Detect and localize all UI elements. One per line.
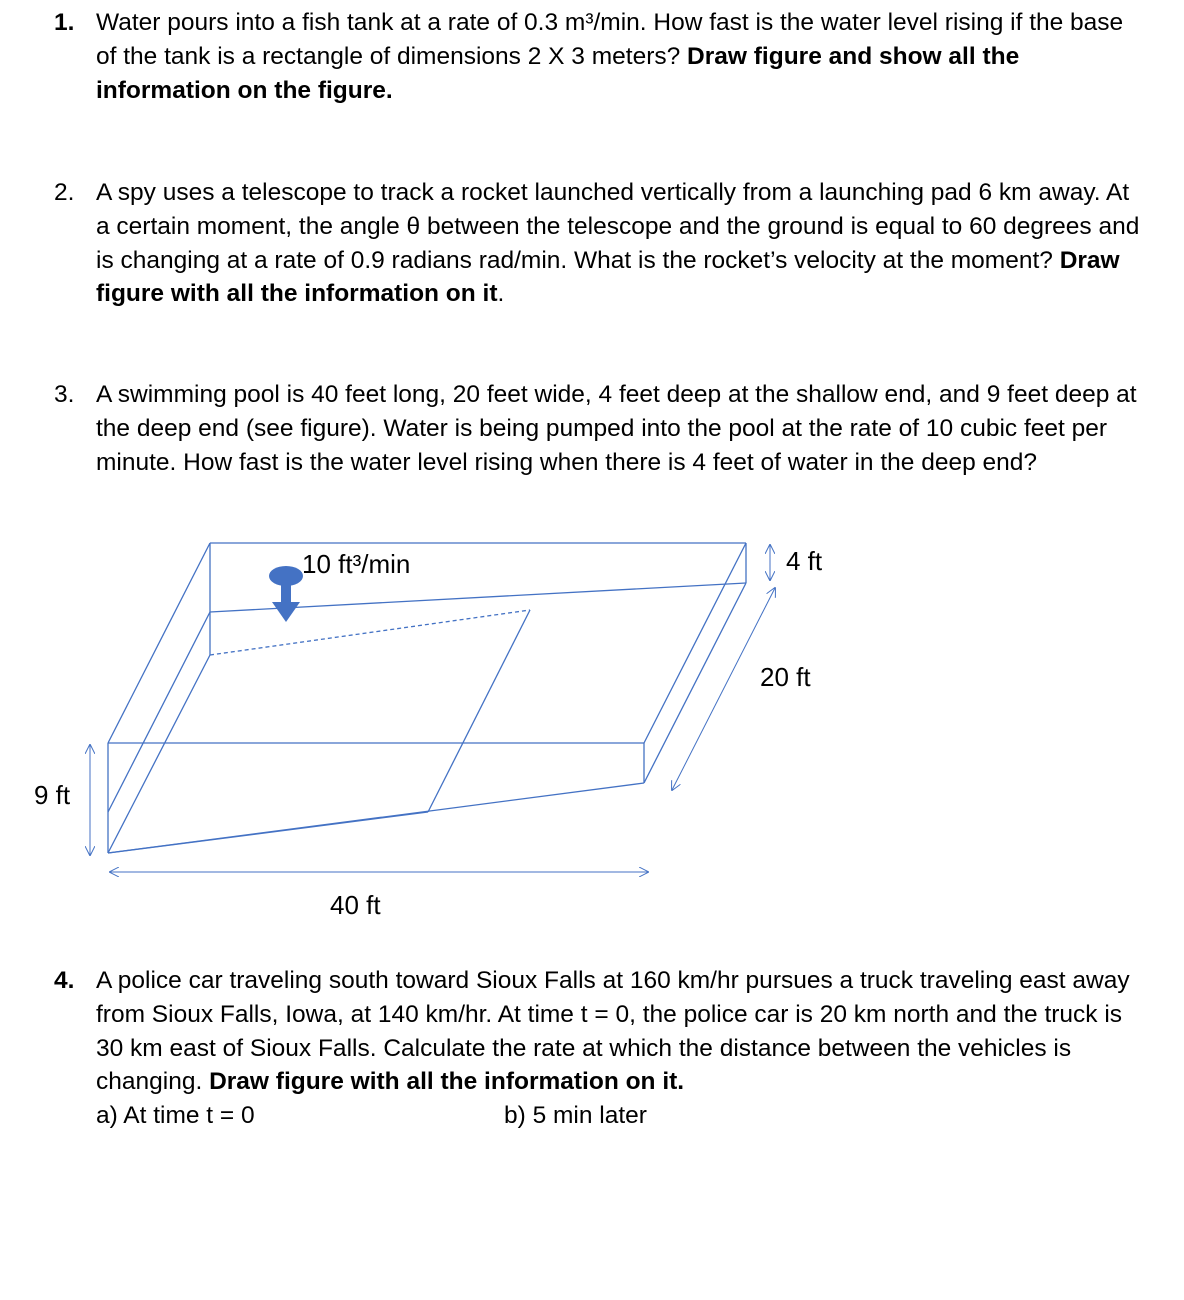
pool-outline: [108, 543, 746, 853]
problem-2-instruction-end: .: [497, 280, 505, 308]
problem-4-part-b: b) 5 min later: [504, 1102, 647, 1129]
problem-3-text: [96, 378, 1146, 479]
problem-2-text: [96, 176, 1146, 311]
problem-1-number: 1.: [54, 9, 75, 36]
problem-2-number: 2.: [54, 179, 75, 206]
deep-depth-label: 9 ft: [34, 780, 71, 810]
problem-4-body: A police car traveling south toward Sioux Falls at 160 km/hr pursues a truck traveling east away from Sioux Falls, Iowa, at 140 km/hr. At time t = 0, the police car is 20 km north and the truck is 30 km east of Sioux Falls. Calculate the rate at which the distance between the vehicles is changing.: [96, 967, 1130, 1096]
pool-figure: [0, 530, 900, 930]
problem-3-body: A swimming pool is 40 feet long, 20 feet wide, 4 feet deep at the shallow end, and 9 feet deep at the deep end (see figure). Water is being pumped into the pool at the rate of 10 cubic feet per minute. How fast is the water level rising when there is 4 feet of water in the deep end?: [96, 381, 1137, 476]
problem-1-text: [96, 6, 1146, 107]
problem-4-text: [96, 964, 1146, 1099]
middle-slant: [428, 610, 530, 812]
inflow-pipe-icon: [269, 566, 303, 622]
problem-4-number: 4.: [54, 967, 75, 994]
problem-2-body: A spy uses a telescope to track a rocket launched vertically from a launching pad 6 km away. At a certain moment, the angle θ between the telescope and the ground is equal to 60 degrees and is changing at a rate of 0.9 radians rad/min. What is the rocket’s velocity at the moment?: [96, 179, 1140, 274]
shallow-depth-label: 4 ft: [786, 546, 823, 576]
right-inner-slant: [644, 583, 746, 783]
length-label: 40 ft: [330, 890, 381, 920]
problem-1-body: Water pours into a fish tank at a rate of 0.3 m³/min. How fast is the water level rising if the base of the tank is a rectangle of dimensions 2 X 3 meters?: [96, 9, 1124, 70]
left-bottom-slant: [108, 655, 210, 853]
problem-2-instruction: Draw figure with all the information on it: [96, 246, 1120, 308]
problem-4-instruction: Draw figure with all the information on it.: [209, 1068, 685, 1096]
right-top-slant: [644, 543, 746, 743]
problem-4-part-a: a) At time t = 0: [96, 1102, 255, 1129]
flow-rate-label: 10 ft³/min: [302, 549, 411, 579]
problem-3-number: 3.: [54, 381, 75, 408]
problem-1-instruction: Draw figure and show all the information on the figure.: [96, 42, 1020, 104]
front-floor-slope: [108, 812, 428, 853]
hidden-back-floor: [210, 610, 530, 655]
width-label: 20 ft: [760, 662, 811, 692]
